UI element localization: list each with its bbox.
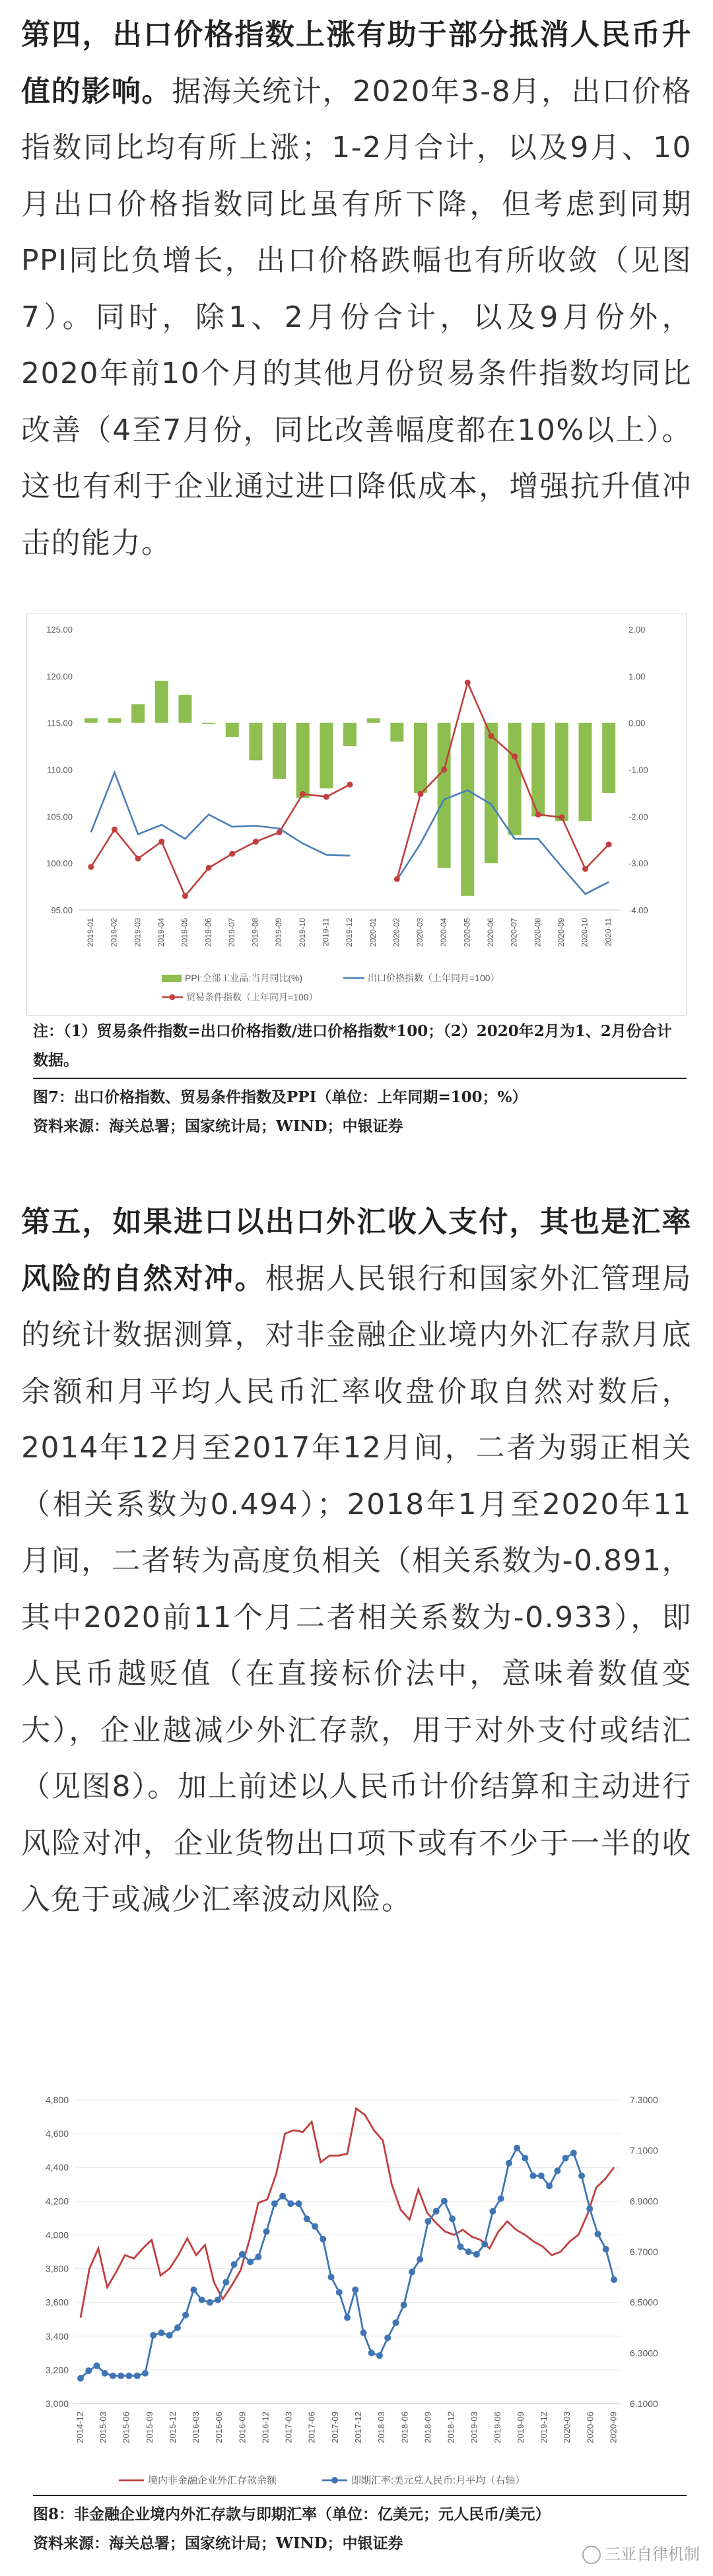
right-axis-tick-label: -1.00: [628, 765, 648, 775]
x-axis-tick-label: 2019-12: [345, 918, 355, 948]
ppi-bar: [390, 723, 403, 742]
terms-of-trade-index-point: [512, 753, 518, 759]
ppi-bar: [85, 718, 98, 723]
right-axis-tick-label: -2.00: [628, 812, 648, 822]
spot-rate-point: [215, 2297, 221, 2303]
right-axis-tick-label: 1.00: [628, 671, 646, 681]
spot-rate-point: [384, 2334, 391, 2341]
spot-rate-point: [498, 2196, 504, 2202]
x-axis-tick-label: 2015-12: [167, 2412, 178, 2443]
figure-8-divider: [33, 2495, 687, 2496]
left-axis-tick-label: 120.00: [46, 671, 73, 681]
spot-rate-point: [207, 2299, 213, 2306]
spot-rate-point: [352, 2287, 358, 2293]
terms-of-trade-index-point: [488, 733, 494, 739]
spot-rate-point: [199, 2297, 205, 2303]
figure-7-chart: [26, 613, 687, 1016]
x-axis-tick-label: 2020-07: [509, 918, 519, 948]
ppi-bar: [178, 695, 191, 723]
x-axis-tick-label: 2017-09: [329, 2412, 340, 2443]
paragraph-5-body: 根据人民银行和国家外汇管理局的统计数据测算，对非金融企业境内外汇存款月底余额和月平均人民币汇率收盘价取自然对数后，2014年12月至2017年12月间，二者为弱正相关（相关系数为0.494）；2018年1月至2020年11月间，二者转为高度负相关（相关系数为-0.891，其中2020前11个月二者相关系数为-0.933），即人民币越贬值（在直接标价法中，意味着数值变大），企业越减少外汇存款，用于对外支付或结汇（见图8）。加上前述以人民币计价结算和主动进行风险对冲，企业货物出口项下或有不少于一半的收入免于或减少汇率波动风险。: [21, 1261, 693, 1916]
figure-8-caption: 图8：非金融企业境内外汇存款与即期汇率（单位：亿美元；元人民币/美元）: [33, 2505, 551, 2523]
spot-rate-point: [424, 2218, 431, 2225]
spot-rate-point: [514, 2145, 520, 2151]
ppi-bar: [343, 723, 356, 746]
x-axis-tick-label: 2017-06: [306, 2412, 317, 2443]
spot-rate-point: [150, 2332, 156, 2339]
left-axis-tick-label: 100.00: [46, 858, 73, 869]
legend-rate-marker: [331, 2477, 338, 2484]
terms-of-trade-index-point: [606, 841, 612, 847]
spot-rate-point: [296, 2200, 302, 2207]
x-axis-tick-label: 2019-07: [226, 918, 236, 948]
spot-rate-point: [441, 2198, 448, 2204]
terms-of-trade-index-point: [441, 767, 447, 773]
paragraph-5: [21, 1194, 692, 1928]
left-axis-tick-label: 95.00: [51, 905, 73, 915]
spot-rate-point: [586, 2206, 593, 2212]
spot-rate-point: [77, 2375, 84, 2382]
spot-rate-point: [247, 2258, 254, 2265]
terms-of-trade-index-point: [135, 856, 141, 862]
spot-rate-point: [279, 2193, 286, 2200]
spot-rate-point: [473, 2251, 480, 2258]
paragraph-4-body: 据海关统计，2020年3-8月，出口价格指数同比均有所上涨；1-2月合计，以及9月、10月出口价格指数同比虽有所下降，但考虑到同期PPI同比负增长，出口价格跌幅也有所收敛（见图7）。同时，除1、2月份合计，以及9月份外，2020年前10个月的其他月份贸易条件指数均同比改善（4至7月份，同比改善幅度都在10%以上）。这也有利于企业通过进口降低成本，增强抗升值冲击的能力。: [21, 74, 693, 560]
x-axis-tick-label: 2016-12: [260, 2412, 271, 2443]
x-axis-tick-label: 2020-03: [562, 2412, 572, 2443]
right-axis-tick-label: -3.00: [628, 858, 648, 869]
x-axis-tick-label: 2020-06: [585, 2412, 595, 2443]
spot-rate-point: [360, 2330, 366, 2336]
x-axis-tick-label: 2020-04: [438, 918, 448, 948]
spot-rate-point: [142, 2370, 149, 2377]
x-axis-tick-label: 2020-03: [415, 918, 425, 948]
x-axis-tick-label: 2019-04: [156, 918, 166, 948]
ppi-bar: [602, 723, 615, 793]
terms-of-trade-index-point: [535, 812, 541, 818]
spot-rate-point: [392, 2319, 399, 2326]
x-axis-tick-label: 2019-10: [297, 918, 307, 948]
left-axis-tick-label: 3,200: [45, 2364, 69, 2375]
spot-rate-point: [344, 2315, 351, 2321]
figure-7-caption: 图7：出口价格指数、贸易条件指数及PPI（单位：上年同期=100；%）: [33, 1088, 527, 1106]
spot-rate-point: [457, 2243, 463, 2250]
left-axis-tick-label: 115.00: [47, 718, 73, 728]
spot-rate-point: [489, 2208, 496, 2215]
x-axis-tick-label: 2015-03: [98, 2412, 108, 2443]
spot-rate-point: [449, 2215, 456, 2222]
ppi-bar: [438, 723, 451, 868]
spot-rate-point: [134, 2373, 141, 2379]
spot-rate-point: [570, 2150, 577, 2157]
legend-ppi-label: PPI:全部工业品:当月同比(%): [185, 973, 303, 983]
spot-rate-point: [320, 2236, 326, 2243]
watermark: [582, 2541, 700, 2564]
ppi-bar: [249, 723, 262, 761]
x-axis-tick-label: 2019-03: [133, 918, 143, 948]
x-axis-tick-label: 2018-06: [399, 2412, 410, 2443]
right-axis-tick-label: 7.1000: [630, 2145, 658, 2156]
terms-of-trade-index-point: [277, 829, 283, 835]
x-axis-tick-label: 2019-03: [469, 2412, 479, 2443]
spot-rate-point: [93, 2363, 100, 2369]
right-axis-tick-label: 6.1000: [630, 2398, 658, 2409]
spot-rate-point: [166, 2332, 173, 2339]
x-axis-tick-label: 2018-03: [376, 2412, 387, 2443]
x-axis-tick-label: 2016-06: [214, 2412, 224, 2443]
spot-rate-point: [368, 2350, 375, 2356]
ppi-bar: [579, 723, 592, 821]
ppi-bar: [226, 723, 239, 737]
spot-rate-point: [304, 2215, 310, 2222]
ppi-bar: [202, 723, 215, 724]
figure-7-note: 注：（1）贸易条件指数=出口价格指数/进口价格指数*100；（2）2020年2月为1、2月份合计数据。: [33, 1022, 672, 1069]
ppi-bar: [367, 718, 380, 723]
x-axis-tick-label: 2018-12: [446, 2412, 456, 2443]
spot-rate-point: [174, 2324, 181, 2331]
x-axis-tick-label: 2019-05: [180, 918, 189, 948]
x-axis-tick-label: 2020-09: [608, 2412, 619, 2443]
spot-rate-point: [182, 2312, 189, 2318]
x-axis-tick-label: 2019-02: [109, 918, 119, 948]
ppi-bar: [155, 681, 168, 723]
x-axis-tick-label: 2019-06: [492, 2412, 502, 2443]
x-axis-tick-label: 2020-08: [533, 918, 543, 948]
figure-8-source: 资料来源：海关总署；国家统计局；WIND；中银证券: [33, 2534, 403, 2552]
terms-of-trade-index-point: [465, 679, 471, 685]
spot-rate-point: [158, 2330, 164, 2336]
wechat-icon: [582, 2546, 601, 2564]
terms-of-trade-index-point: [300, 791, 306, 797]
spot-rate-point: [465, 2248, 472, 2255]
x-axis-tick-label: 2016-09: [237, 2412, 248, 2443]
terms-of-trade-index-point: [253, 839, 259, 845]
spot-rate-point: [554, 2167, 560, 2174]
x-axis-tick-label: 2020-11: [603, 918, 613, 947]
spot-rate-point: [506, 2160, 512, 2167]
figure-8-svg: [26, 2088, 687, 2492]
x-axis-tick-label: 2019-09: [515, 2412, 526, 2443]
x-axis-tick-label: 2019-01: [85, 918, 95, 948]
terms-of-trade-index-point: [206, 865, 212, 871]
left-axis-tick-label: 4,600: [45, 2128, 69, 2140]
spot-rate-point: [578, 2173, 585, 2179]
legend-terms-label: 贸易条件指数（上年同月=100）: [186, 992, 318, 1002]
terms-of-trade-index-point: [417, 791, 423, 797]
paragraph-4: [21, 7, 692, 571]
spot-rate-point: [231, 2261, 238, 2268]
x-axis-tick-label: 2020-06: [486, 918, 496, 948]
spot-rate-point: [118, 2373, 124, 2379]
left-axis-tick-label: 4,400: [45, 2162, 69, 2173]
right-axis-tick-label: 6.5000: [630, 2297, 658, 2308]
spot-rate-point: [102, 2370, 108, 2377]
x-axis-tick-label: 2018-09: [423, 2412, 433, 2443]
x-axis-tick-label: 2020-05: [462, 918, 472, 948]
x-axis-tick-label: 2014-12: [75, 2412, 85, 2443]
fx-deposit-line: [81, 2108, 614, 2318]
legend-terms-marker: [170, 994, 176, 1000]
figure-7-svg: [26, 613, 687, 1016]
spot-rate-point: [562, 2155, 569, 2161]
right-axis-tick-label: 0.00: [628, 718, 646, 728]
spot-rate-point: [336, 2289, 343, 2295]
x-axis-tick-label: 2019-08: [250, 918, 260, 948]
spot-rate-point: [409, 2269, 415, 2276]
x-axis-tick-label: 2016-03: [191, 2412, 201, 2443]
x-axis-tick-label: 2015-06: [121, 2412, 131, 2443]
spot-rate-point: [222, 2279, 229, 2285]
x-axis-tick-label: 2020-10: [580, 918, 590, 948]
spot-rate-point: [538, 2173, 545, 2179]
x-axis-tick-label: 2017-03: [283, 2412, 294, 2443]
paragraph-4-lead: 第四，出口价格指数上涨有助于部分抵消人民币升值的影响。: [21, 18, 692, 108]
spot-rate-point: [376, 2352, 383, 2359]
paragraph-5-lead: 第五，如果进口以出口外汇收入支付，其也是汇率风险的自然对冲。: [21, 1205, 692, 1296]
terms-of-trade-index-point: [229, 851, 235, 857]
figure-7-source: 资料来源：海关总署；国家统计局；WIND；中银证券: [33, 1117, 403, 1135]
right-axis-tick-label: 6.3000: [630, 2348, 658, 2359]
ppi-bar: [461, 723, 474, 896]
spot-rate-point: [433, 2208, 440, 2215]
spot-rate-point: [417, 2256, 423, 2263]
x-axis-tick-label: 2019-11: [321, 918, 331, 947]
spot-rate-point: [530, 2173, 537, 2179]
legend-deposit-label: 境内非金融企业外汇存款余额: [148, 2475, 277, 2486]
spot-rate-point: [481, 2241, 488, 2248]
terms-of-trade-index-point: [182, 893, 188, 899]
right-axis-tick-label: 7.3000: [630, 2095, 658, 2105]
spot-rate-point: [312, 2223, 318, 2230]
spot-rate-point: [271, 2200, 278, 2207]
legend-rate-label: 即期汇率:美元兑人民币:月平均（右轴）: [351, 2475, 526, 2486]
spot-rate-point: [546, 2182, 553, 2189]
terms-of-trade-index-point: [559, 814, 564, 820]
watermark-text: 三亚自律机制: [605, 2545, 700, 2563]
x-axis-tick-label: 2020-09: [557, 918, 566, 948]
x-axis-tick-label: 2019-09: [274, 918, 284, 948]
right-axis-tick-label: -4.00: [628, 905, 648, 915]
spot-rate-point: [401, 2302, 407, 2309]
ppi-bar: [508, 723, 522, 835]
spot-rate-line: [81, 2148, 614, 2379]
spot-rate-point: [522, 2155, 528, 2161]
right-axis-tick-label: 6.9000: [630, 2196, 658, 2207]
x-axis-tick-label: 2017-12: [353, 2412, 364, 2443]
left-axis-tick-label: 110.00: [47, 765, 73, 775]
spot-rate-point: [287, 2200, 294, 2207]
spot-rate-point: [595, 2231, 601, 2237]
x-axis-tick-label: 2019-06: [203, 918, 213, 948]
spot-rate-point: [239, 2251, 246, 2258]
x-axis-tick-label: 2015-09: [144, 2412, 154, 2443]
right-axis-tick-label: 6.7000: [630, 2246, 658, 2257]
ppi-bar: [555, 723, 568, 821]
left-axis-tick-label: 4,800: [45, 2095, 69, 2105]
terms-of-trade-index-point: [88, 864, 94, 870]
left-axis-tick-label: 4,000: [45, 2229, 69, 2241]
terms-of-trade-index-point: [112, 827, 118, 833]
spot-rate-point: [603, 2246, 609, 2252]
spot-rate-point: [328, 2274, 335, 2280]
ppi-bar: [296, 723, 310, 798]
terms-of-trade-index-point: [323, 794, 329, 800]
x-axis-tick-label: 2020-01: [368, 918, 378, 948]
left-axis-tick-label: 4,200: [45, 2196, 69, 2207]
left-axis-tick-label: 3,400: [45, 2330, 69, 2342]
left-axis-tick-label: 3,800: [45, 2263, 69, 2274]
spot-rate-point: [125, 2373, 132, 2379]
spot-rate-point: [190, 2287, 197, 2293]
legend-export-label: 出口价格指数（上年同月=100）: [368, 973, 500, 983]
figure-7-divider: [33, 1078, 687, 1079]
spot-rate-point: [85, 2367, 92, 2374]
spot-rate-point: [611, 2276, 617, 2283]
terms-of-trade-index-point: [394, 876, 400, 882]
left-axis-tick-label: 3,600: [45, 2297, 69, 2308]
left-axis-tick-label: 125.00: [46, 625, 73, 635]
right-axis-tick-label: 2.00: [628, 625, 646, 635]
ppi-bar: [108, 718, 121, 723]
terms-of-trade-index-point: [347, 782, 353, 788]
x-axis-tick-label: 2019-12: [539, 2412, 549, 2443]
legend-ppi-swatch: [162, 975, 182, 982]
left-axis-tick-label: 3,000: [45, 2398, 69, 2409]
spot-rate-point: [263, 2228, 270, 2235]
spot-rate-point: [110, 2373, 116, 2379]
figure-8-chart: [26, 2088, 687, 2492]
ppi-bar: [414, 723, 427, 793]
ppi-bar: [320, 723, 333, 788]
spot-rate-point: [255, 2254, 261, 2260]
x-axis-tick-label: 2020-02: [391, 918, 401, 948]
terms-of-trade-index-point: [158, 839, 164, 845]
ppi-bar: [485, 723, 498, 864]
left-axis-tick-label: 105.00: [46, 812, 73, 822]
ppi-bar: [273, 723, 286, 779]
ppi-bar: [131, 704, 145, 722]
terms-of-trade-index-point: [582, 866, 588, 872]
